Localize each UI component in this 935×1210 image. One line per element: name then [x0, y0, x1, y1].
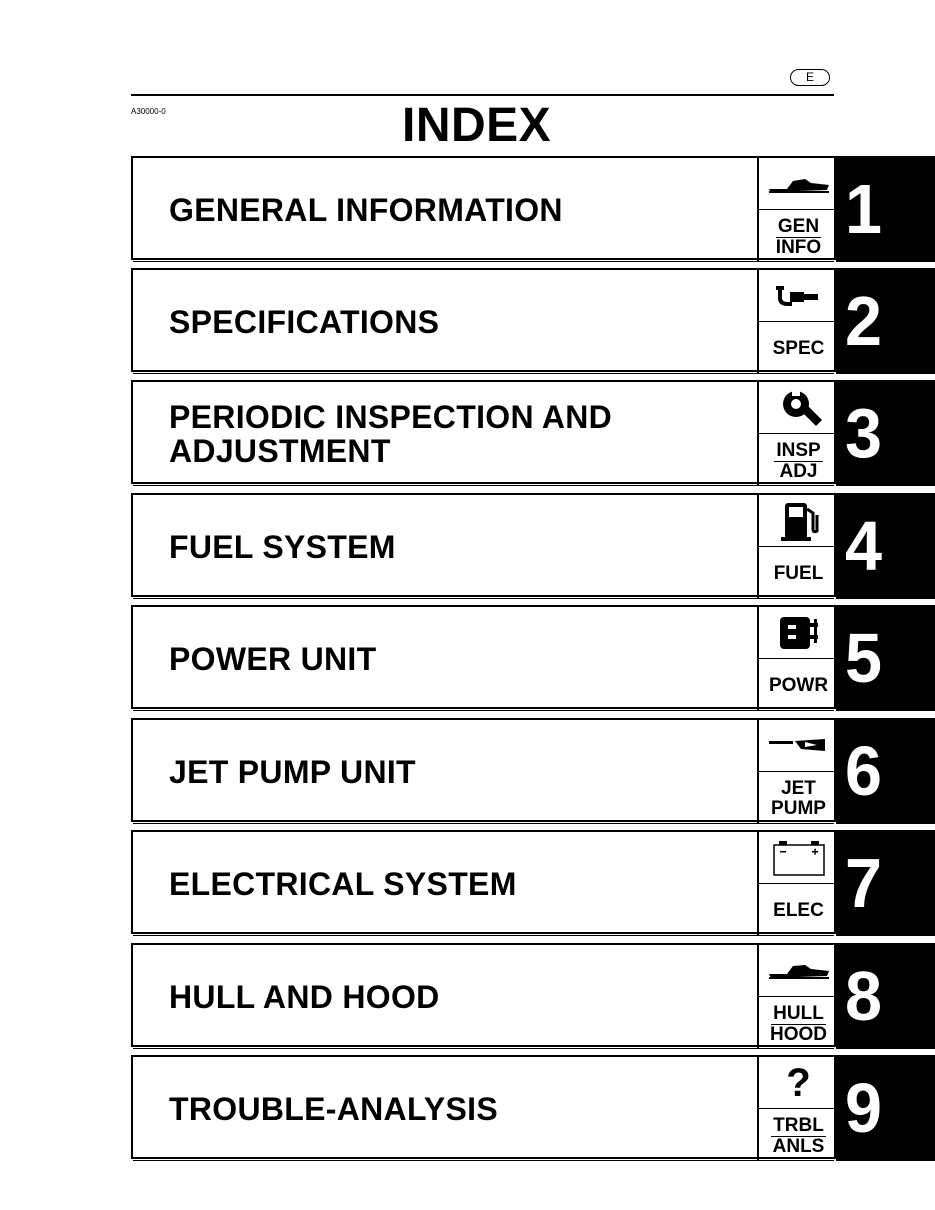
section-title: TROUBLE-ANALYSIS — [169, 1091, 498, 1127]
icon-box — [757, 607, 838, 711]
section-hull-and-hood[interactable] — [131, 943, 935, 1049]
section-periodic-inspection[interactable] — [131, 380, 935, 486]
section-title: ELECTRICAL SYSTEM — [169, 866, 517, 902]
top-rule — [131, 94, 834, 96]
page-title: INDEX — [402, 99, 552, 152]
section-number-tab[interactable]: 2 — [836, 268, 935, 374]
engine-icon — [759, 607, 838, 659]
icon-box — [757, 832, 838, 936]
section-title: POWER UNIT — [169, 641, 377, 677]
section-abbreviation: GEN INFO — [775, 215, 822, 258]
watercraft-icon — [759, 945, 838, 997]
icon-box — [757, 720, 838, 824]
section-abbreviation: ELEC — [773, 900, 824, 921]
section-title: HULL AND HOOD — [169, 979, 440, 1015]
icon-box — [757, 158, 838, 262]
document-code: A30000-0 — [131, 107, 166, 116]
section-electrical-system[interactable] — [131, 830, 935, 936]
section-number-tab[interactable]: 4 — [836, 493, 935, 599]
section-number-tab[interactable]: 7 — [836, 830, 935, 936]
icon-box — [757, 382, 838, 486]
section-power-unit[interactable] — [131, 605, 935, 711]
section-fuel-system[interactable] — [131, 493, 935, 599]
section-number-tab[interactable]: 3 — [836, 380, 935, 486]
section-title: JET PUMP UNIT — [169, 754, 416, 790]
watercraft-icon — [759, 158, 838, 210]
icon-box — [757, 495, 838, 599]
section-jet-pump-unit[interactable] — [131, 718, 935, 824]
section-abbreviation: TRBL ANLS — [772, 1114, 825, 1157]
section-trouble-analysis[interactable] — [131, 1055, 935, 1161]
micrometer-icon — [759, 270, 838, 322]
section-number-tab[interactable]: 6 — [836, 718, 935, 824]
jet-pump-icon — [759, 720, 838, 772]
section-title: SPECIFICATIONS — [169, 304, 440, 340]
section-number-tab[interactable]: 1 — [836, 156, 935, 262]
section-abbreviation: FUEL — [773, 563, 824, 584]
icon-box — [757, 1057, 838, 1161]
section-specifications[interactable] — [131, 268, 935, 374]
section-abbreviation: POWR — [768, 675, 829, 696]
fuel-pump-icon — [759, 495, 838, 547]
section-title: GENERAL INFORMATION — [169, 192, 563, 228]
icon-box — [757, 270, 838, 374]
section-number-tab[interactable]: 5 — [836, 605, 935, 711]
section-abbreviation: SPEC — [772, 338, 825, 359]
wrench-icon — [759, 382, 838, 434]
question-mark-icon: ? — [759, 1057, 838, 1109]
section-number-tab[interactable]: 8 — [836, 943, 935, 1049]
section-abbreviation: JET PUMP — [771, 778, 826, 819]
section-general-information[interactable] — [131, 156, 935, 262]
section-title: FUEL SYSTEM — [169, 529, 396, 565]
icon-box — [757, 945, 838, 1049]
section-abbreviation: INSP ADJ — [776, 439, 821, 482]
section-number-tab[interactable]: 9 — [836, 1055, 935, 1161]
language-badge: E — [790, 69, 830, 86]
section-abbreviation: HULL HOOD — [770, 1002, 827, 1045]
battery-icon — [759, 832, 838, 884]
section-title: PERIODIC INSPECTION AND ADJUSTMENT — [169, 399, 613, 469]
